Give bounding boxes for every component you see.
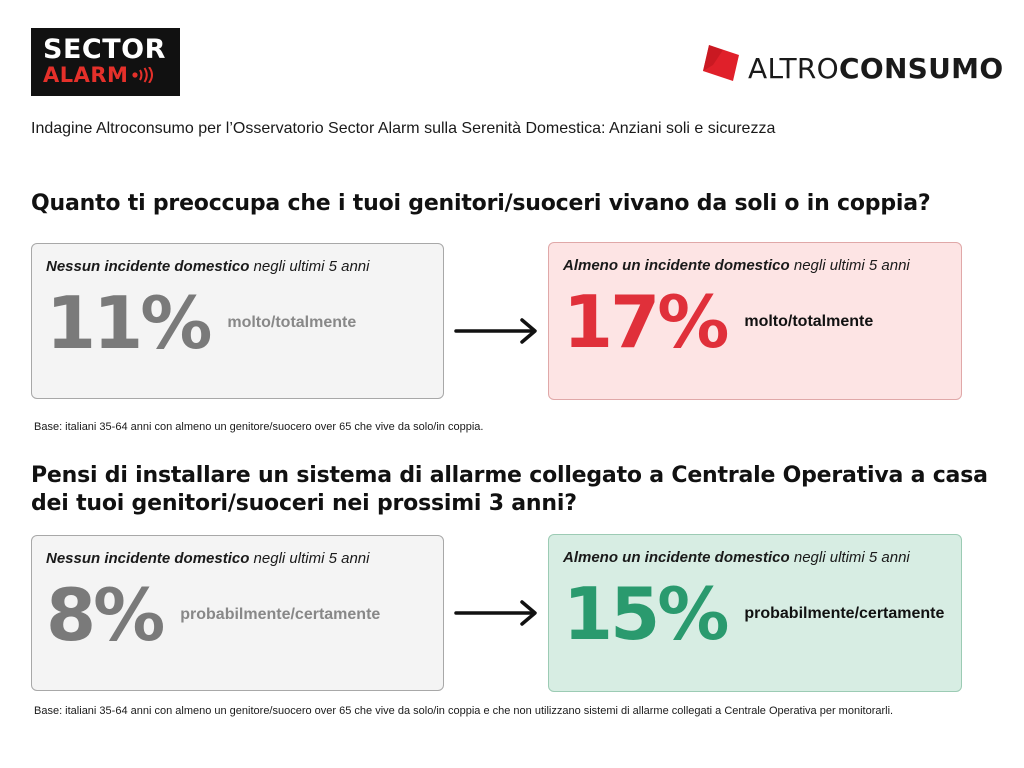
s1-incident-heading-rest: negli ultimi 5 anni [789, 257, 910, 274]
sector-alarm-logo [31, 28, 180, 96]
s2-no-incident-card-body [46, 573, 429, 657]
sector-alarm-logo-line2-row [43, 64, 180, 86]
s1-no-incident-heading-bold: Nessun incidente domestico [46, 258, 250, 275]
s1-incident-card-heading [563, 257, 947, 274]
s2-no-incident-heading-rest: negli ultimi 5 anni [249, 550, 370, 567]
sector-alarm-logo-line1: SECTOR [43, 34, 166, 65]
s2-incident-label: probabilmente/certamente [744, 605, 945, 622]
right-arrow-icon [454, 598, 538, 628]
s1-no-incident-percent: 11% [46, 281, 210, 365]
s2-incident-heading-bold: Almeno un incidente domestico [563, 549, 790, 566]
sector-alarm-logo-line2: ALARM [43, 63, 129, 87]
s2-no-incident-label: probabilmente/certamente [180, 606, 381, 623]
s2-base-note: Base: italiani 35-64 anni con almeno un genitore/suocero over 65 che vive da solo/in coppia e che non utilizzano sistemi di allarme collegati a Centrale Operativa per monitorarli. [34, 705, 894, 717]
s2-no-incident-heading-bold: Nessun incidente domestico [46, 550, 250, 567]
s1-incident-card [548, 242, 962, 400]
altroconsumo-wordmark-bold: CONSUMO [839, 52, 1004, 85]
s2-no-incident-card [31, 535, 444, 691]
s2-no-incident-card-heading [46, 550, 429, 567]
altroconsumo-wordmark [748, 54, 1003, 84]
s1-no-incident-card [31, 243, 444, 399]
signal-waves-icon [132, 67, 156, 83]
altroconsumo-wordmark-light: ALTRO [748, 52, 839, 85]
s1-incident-percent: 17% [563, 280, 727, 364]
s1-no-incident-card-body [46, 281, 429, 365]
s2-incident-card [548, 534, 962, 692]
question-2: Pensi di installare un sistema di allarme collegato a Centrale Operativa a casa dei tuoi genitori/suoceri nei prossimi 3 anni? [31, 463, 988, 516]
s1-base-note: Base: italiani 35-64 anni con almeno un genitore/suocero over 65 che vive da solo/in coppia. [34, 421, 484, 433]
s1-incident-label: molto/totalmente [744, 313, 874, 330]
altroconsumo-mark-icon [703, 43, 743, 83]
s2-incident-card-heading [563, 549, 947, 566]
s2-incident-percent: 15% [563, 572, 727, 656]
s2-no-incident-percent: 8% [46, 573, 163, 657]
survey-subtitle: Indagine Altroconsumo per l’Osservatorio Sector Alarm sulla Serenità Domestica: Anziani soli e sicurezza [31, 120, 776, 137]
right-arrow-icon [454, 316, 538, 346]
s1-no-incident-card-heading [46, 258, 429, 275]
s1-incident-heading-bold: Almeno un incidente domestico [563, 257, 790, 274]
s2-incident-heading-rest: negli ultimi 5 anni [789, 549, 910, 566]
altroconsumo-logo [703, 42, 1003, 84]
s2-incident-card-body [563, 572, 947, 656]
s1-no-incident-heading-rest: negli ultimi 5 anni [249, 258, 370, 275]
s1-incident-card-body [563, 280, 947, 364]
s1-no-incident-label: molto/totalmente [227, 314, 357, 331]
question-1: Quanto ti preoccupa che i tuoi genitori/suoceri vivano da soli o in coppia? [31, 191, 931, 216]
